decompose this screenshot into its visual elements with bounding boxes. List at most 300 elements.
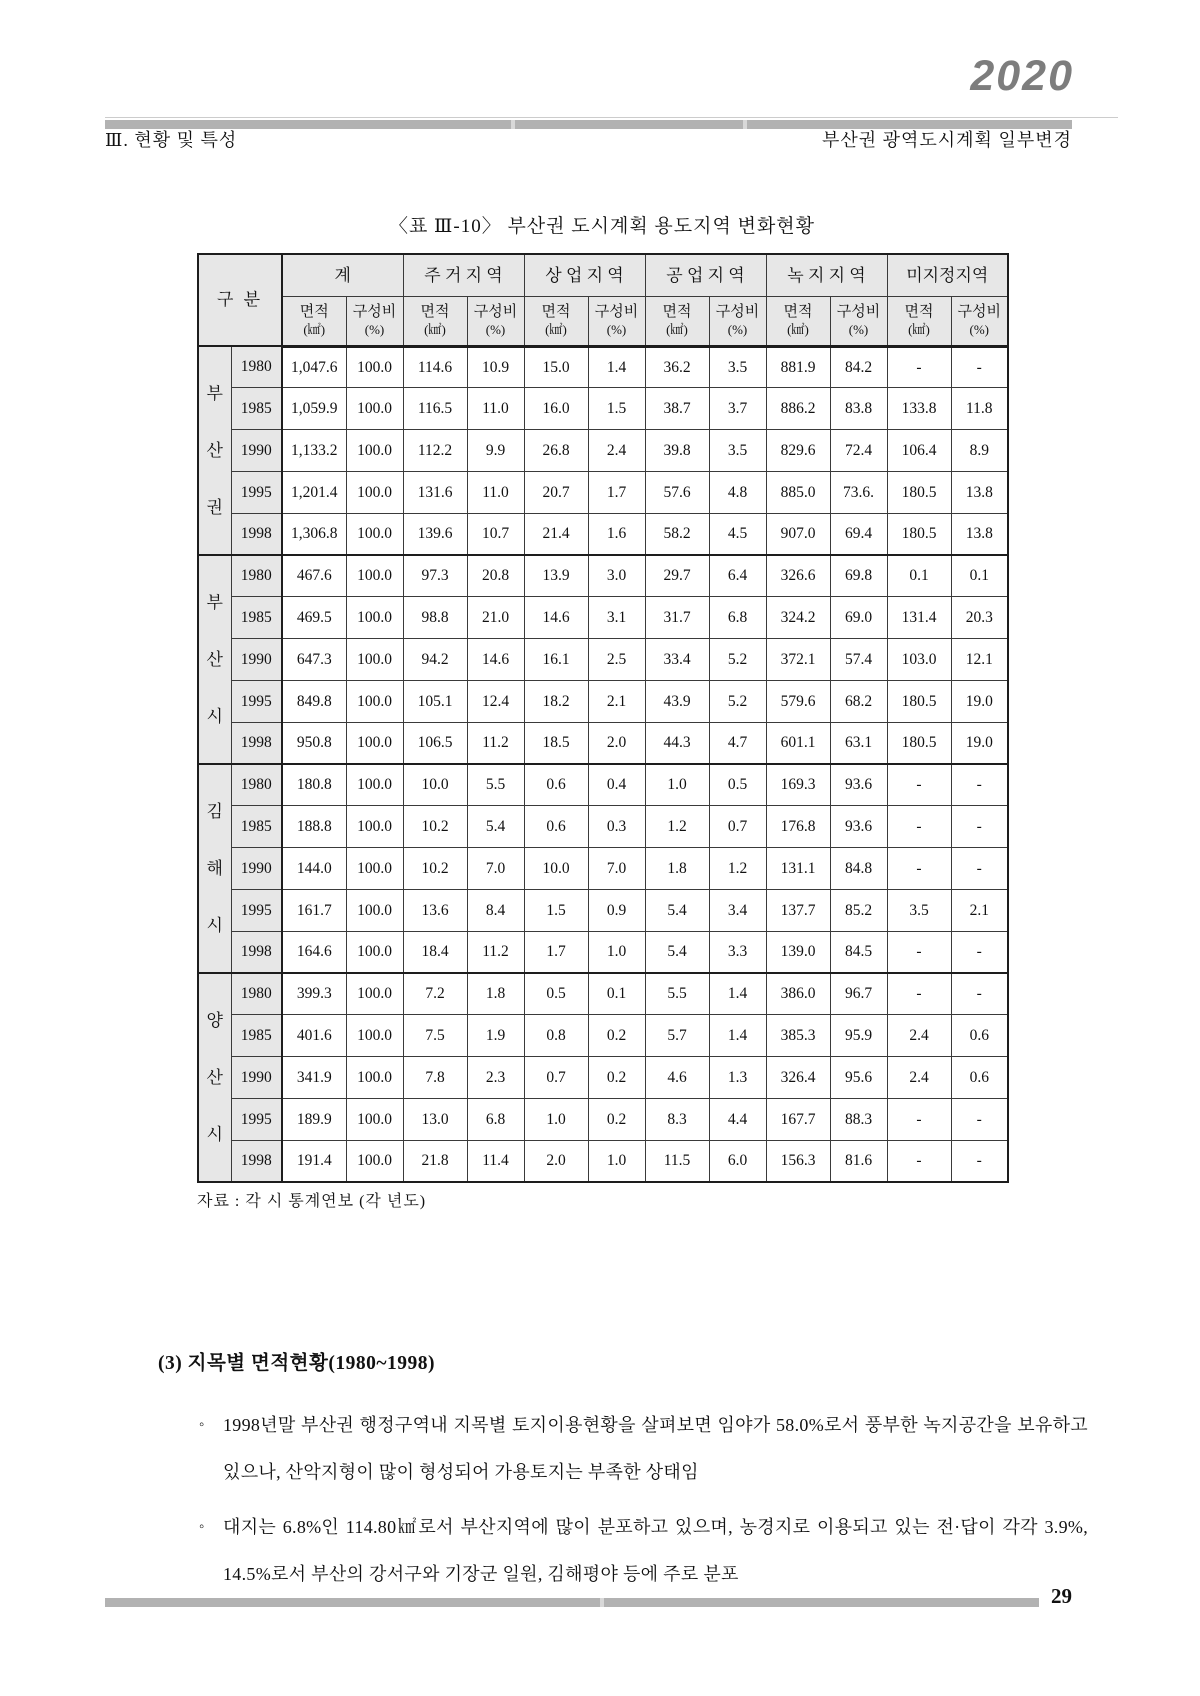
header-hairline bbox=[105, 117, 1118, 118]
value-cell: 18.2 bbox=[524, 680, 588, 722]
value-cell: 95.9 bbox=[830, 1015, 887, 1057]
value-cell: 0.5 bbox=[709, 764, 766, 806]
value-cell: 1.7 bbox=[588, 471, 645, 513]
value-cell: 131.6 bbox=[403, 471, 467, 513]
value-cell: 950.8 bbox=[282, 722, 346, 764]
value-cell: 164.6 bbox=[282, 931, 346, 973]
year-cell: 1995 bbox=[231, 889, 282, 931]
value-cell: 1.7 bbox=[524, 931, 588, 973]
region-label bbox=[198, 973, 231, 1182]
value-cell: 1.2 bbox=[645, 806, 709, 848]
value-cell: 100.0 bbox=[346, 1057, 403, 1099]
value-cell: 5.4 bbox=[645, 889, 709, 931]
value-cell: 1,133.2 bbox=[282, 430, 346, 472]
value-cell: 20.3 bbox=[951, 597, 1008, 639]
table-subheader-row bbox=[198, 296, 1008, 346]
value-cell: 9.9 bbox=[467, 430, 524, 472]
value-cell: 18.4 bbox=[403, 931, 467, 973]
section-heading: (3) 지목별 면적현황(1980~1998) bbox=[158, 1353, 435, 1374]
value-cell: 4.8 bbox=[709, 471, 766, 513]
group-header-cell: 녹 지 지 역 bbox=[766, 254, 887, 296]
value-cell: 21.0 bbox=[467, 597, 524, 639]
value-cell: 0.7 bbox=[524, 1057, 588, 1099]
value-cell: 0.2 bbox=[588, 1057, 645, 1099]
document-title: 부산권 광역도시계획 일부변경 bbox=[821, 130, 1072, 150]
value-cell: 6.8 bbox=[709, 597, 766, 639]
value-cell: - bbox=[887, 848, 951, 890]
value-cell: 180.5 bbox=[887, 722, 951, 764]
value-cell: 100.0 bbox=[346, 388, 403, 430]
group-header-cell: 미지정지역 bbox=[887, 254, 1008, 296]
value-cell: 100.0 bbox=[346, 848, 403, 890]
group-header-cell: 주 거 지 역 bbox=[403, 254, 524, 296]
chapter-heading: Ⅲ. 현황 및 특성 bbox=[105, 130, 238, 150]
region-label bbox=[198, 764, 231, 973]
value-cell: 4.4 bbox=[709, 1098, 766, 1140]
value-cell: - bbox=[951, 806, 1008, 848]
value-cell: 8.9 bbox=[951, 430, 1008, 472]
table-row bbox=[198, 1015, 1008, 1057]
value-cell: 1.4 bbox=[709, 1015, 766, 1057]
value-cell: 1,047.6 bbox=[282, 346, 346, 388]
year-cell: 1995 bbox=[231, 680, 282, 722]
value-cell: 1.0 bbox=[588, 1140, 645, 1182]
page-number: 29 bbox=[1051, 1584, 1072, 1608]
value-cell: 5.2 bbox=[709, 639, 766, 681]
value-cell: 68.2 bbox=[830, 680, 887, 722]
table-source-note: 자료 : 각 시 통계연보 (각 년도) bbox=[197, 1193, 427, 1210]
value-cell: 1.5 bbox=[524, 889, 588, 931]
region-label-char: 산 bbox=[206, 1067, 223, 1087]
value-cell: 84.8 bbox=[830, 848, 887, 890]
year-cell: 1998 bbox=[231, 722, 282, 764]
value-cell: 1.4 bbox=[588, 346, 645, 388]
value-cell: 579.6 bbox=[766, 680, 830, 722]
value-cell: 386.0 bbox=[766, 973, 830, 1015]
value-cell: 106.4 bbox=[887, 430, 951, 472]
region-label-char: 시 bbox=[206, 706, 223, 726]
value-cell: 156.3 bbox=[766, 1140, 830, 1182]
value-cell: 103.0 bbox=[887, 639, 951, 681]
value-cell: 10.0 bbox=[403, 764, 467, 806]
value-cell: 5.5 bbox=[467, 764, 524, 806]
value-cell: 399.3 bbox=[282, 973, 346, 1015]
table-body bbox=[198, 346, 1008, 1182]
value-cell: 1.0 bbox=[588, 931, 645, 973]
value-cell: - bbox=[951, 931, 1008, 973]
value-cell: 137.7 bbox=[766, 889, 830, 931]
year-cell: 1990 bbox=[231, 1057, 282, 1099]
table-row bbox=[198, 848, 1008, 890]
value-cell: 2.0 bbox=[524, 1140, 588, 1182]
value-cell: 16.0 bbox=[524, 388, 588, 430]
region-label-char: 해 bbox=[206, 858, 223, 878]
value-cell: 69.0 bbox=[830, 597, 887, 639]
value-cell: 385.3 bbox=[766, 1015, 830, 1057]
value-cell: 100.0 bbox=[346, 931, 403, 973]
value-cell: 10.2 bbox=[403, 806, 467, 848]
value-cell: 139.6 bbox=[403, 513, 467, 555]
value-cell: 2.1 bbox=[951, 889, 1008, 931]
value-cell: 63.1 bbox=[830, 722, 887, 764]
value-cell: 0.2 bbox=[588, 1098, 645, 1140]
table-row bbox=[198, 764, 1008, 806]
value-cell: 0.5 bbox=[524, 973, 588, 1015]
corner-cell: 구 분 bbox=[198, 254, 282, 346]
value-cell: 881.9 bbox=[766, 346, 830, 388]
value-cell: 100.0 bbox=[346, 806, 403, 848]
value-cell: 13.8 bbox=[951, 471, 1008, 513]
year-cell: 1995 bbox=[231, 471, 282, 513]
value-cell: 11.8 bbox=[951, 388, 1008, 430]
value-cell: 13.0 bbox=[403, 1098, 467, 1140]
value-cell: 100.0 bbox=[346, 722, 403, 764]
bullet-list bbox=[196, 1402, 1088, 1598]
value-cell: 6.0 bbox=[709, 1140, 766, 1182]
value-cell: - bbox=[951, 764, 1008, 806]
region-label-char: 시 bbox=[206, 915, 223, 935]
value-cell: 100.0 bbox=[346, 1015, 403, 1057]
value-cell: 100.0 bbox=[346, 639, 403, 681]
value-cell: 191.4 bbox=[282, 1140, 346, 1182]
subheader-ratio-cell: 구성비 (%) bbox=[951, 296, 1008, 346]
table-row bbox=[198, 680, 1008, 722]
value-cell: 5.7 bbox=[645, 1015, 709, 1057]
circle-bullet-icon: ◦ bbox=[199, 1519, 205, 1535]
year-cell: 1985 bbox=[231, 806, 282, 848]
value-cell: 100.0 bbox=[346, 471, 403, 513]
group-header-cell: 계 bbox=[282, 254, 403, 296]
year-cell: 1980 bbox=[231, 764, 282, 806]
year-cell: 1998 bbox=[231, 513, 282, 555]
value-cell: 100.0 bbox=[346, 1140, 403, 1182]
table-row bbox=[198, 973, 1008, 1015]
value-cell: 4.6 bbox=[645, 1057, 709, 1099]
value-cell: 0.3 bbox=[588, 806, 645, 848]
value-cell: 131.4 bbox=[887, 597, 951, 639]
year-cell: 1985 bbox=[231, 597, 282, 639]
bar-divider bbox=[600, 1598, 604, 1607]
subheader-area-cell: 면적 (㎢) bbox=[645, 296, 709, 346]
year-cell: 1985 bbox=[231, 388, 282, 430]
value-cell: 3.3 bbox=[709, 931, 766, 973]
value-cell: 1.6 bbox=[588, 513, 645, 555]
value-cell: 907.0 bbox=[766, 513, 830, 555]
value-cell: 83.8 bbox=[830, 388, 887, 430]
value-cell: 0.6 bbox=[524, 764, 588, 806]
value-cell: 1.4 bbox=[709, 973, 766, 1015]
value-cell: 96.7 bbox=[830, 973, 887, 1015]
bullet-text: 1998년말 부산권 행정구역내 지목별 토지이용현황을 살펴보면 임야가 58.0%로서 풍부한 녹지공간을 보유하고 있으나, 산악지형이 많이 형성되어 가용토지는 부족한 상태임 bbox=[223, 1415, 1088, 1482]
value-cell: - bbox=[951, 848, 1008, 890]
value-cell: 885.0 bbox=[766, 471, 830, 513]
year-cell: 1990 bbox=[231, 848, 282, 890]
year-cell: 1980 bbox=[231, 973, 282, 1015]
value-cell: 98.8 bbox=[403, 597, 467, 639]
value-cell: 10.2 bbox=[403, 848, 467, 890]
value-cell: 33.4 bbox=[645, 639, 709, 681]
bullet-item bbox=[196, 1504, 1088, 1598]
value-cell: 2.4 bbox=[887, 1015, 951, 1057]
group-header-cell: 공 업 지 역 bbox=[645, 254, 766, 296]
value-cell: 11.2 bbox=[467, 722, 524, 764]
year-cell: 1985 bbox=[231, 1015, 282, 1057]
value-cell: 20.7 bbox=[524, 471, 588, 513]
value-cell: 10.0 bbox=[524, 848, 588, 890]
value-cell: 829.6 bbox=[766, 430, 830, 472]
value-cell: 72.4 bbox=[830, 430, 887, 472]
table-header bbox=[198, 254, 1008, 346]
value-cell: 100.0 bbox=[346, 430, 403, 472]
value-cell: 11.2 bbox=[467, 931, 524, 973]
value-cell: 20.8 bbox=[467, 555, 524, 597]
value-cell: 601.1 bbox=[766, 722, 830, 764]
value-cell: 326.6 bbox=[766, 555, 830, 597]
value-cell: 44.3 bbox=[645, 722, 709, 764]
year-cell: 1980 bbox=[231, 555, 282, 597]
value-cell: 4.5 bbox=[709, 513, 766, 555]
value-cell: - bbox=[887, 973, 951, 1015]
value-cell: 1.9 bbox=[467, 1015, 524, 1057]
subheader-ratio-cell: 구성비 (%) bbox=[588, 296, 645, 346]
table-row bbox=[198, 1057, 1008, 1099]
value-cell: 2.5 bbox=[588, 639, 645, 681]
value-cell: 3.5 bbox=[709, 430, 766, 472]
value-cell: 3.7 bbox=[709, 388, 766, 430]
value-cell: 36.2 bbox=[645, 346, 709, 388]
value-cell: 2.1 bbox=[588, 680, 645, 722]
value-cell: 0.6 bbox=[951, 1057, 1008, 1099]
value-cell: 4.7 bbox=[709, 722, 766, 764]
value-cell: 1.0 bbox=[524, 1098, 588, 1140]
value-cell: 0.6 bbox=[951, 1015, 1008, 1057]
value-cell: 11.4 bbox=[467, 1140, 524, 1182]
value-cell: 97.3 bbox=[403, 555, 467, 597]
value-cell: 849.8 bbox=[282, 680, 346, 722]
value-cell: 95.6 bbox=[830, 1057, 887, 1099]
value-cell: - bbox=[951, 346, 1008, 388]
value-cell: 5.4 bbox=[467, 806, 524, 848]
table-row bbox=[198, 555, 1008, 597]
value-cell: 341.9 bbox=[282, 1057, 346, 1099]
value-cell: 189.9 bbox=[282, 1098, 346, 1140]
value-cell: 3.5 bbox=[709, 346, 766, 388]
region-label-char: 권 bbox=[206, 497, 223, 517]
region-label bbox=[198, 346, 231, 555]
table-row bbox=[198, 1098, 1008, 1140]
value-cell: 21.4 bbox=[524, 513, 588, 555]
subheader-ratio-cell: 구성비 (%) bbox=[346, 296, 403, 346]
value-cell: 7.0 bbox=[588, 848, 645, 890]
value-cell: 100.0 bbox=[346, 764, 403, 806]
value-cell: 19.0 bbox=[951, 722, 1008, 764]
value-cell: 100.0 bbox=[346, 597, 403, 639]
value-cell: 180.8 bbox=[282, 764, 346, 806]
value-cell: 105.1 bbox=[403, 680, 467, 722]
subheader-area-cell: 면적 (㎢) bbox=[282, 296, 346, 346]
value-cell: 0.9 bbox=[588, 889, 645, 931]
value-cell: 3.4 bbox=[709, 889, 766, 931]
value-cell: 7.2 bbox=[403, 973, 467, 1015]
region-label-char: 산 bbox=[206, 649, 223, 669]
value-cell: 0.8 bbox=[524, 1015, 588, 1057]
value-cell: 114.6 bbox=[403, 346, 467, 388]
value-cell: 100.0 bbox=[346, 346, 403, 388]
table-row bbox=[198, 889, 1008, 931]
value-cell: 10.7 bbox=[467, 513, 524, 555]
value-cell: - bbox=[887, 1140, 951, 1182]
value-cell: 188.8 bbox=[282, 806, 346, 848]
value-cell: 1,059.9 bbox=[282, 388, 346, 430]
value-cell: 5.5 bbox=[645, 973, 709, 1015]
region-label-char: 산 bbox=[206, 440, 223, 460]
value-cell: 14.6 bbox=[524, 597, 588, 639]
value-cell: 84.2 bbox=[830, 346, 887, 388]
value-cell: 886.2 bbox=[766, 388, 830, 430]
table-row bbox=[198, 806, 1008, 848]
table-row bbox=[198, 513, 1008, 555]
value-cell: 3.0 bbox=[588, 555, 645, 597]
subheader-area-cell: 면적 (㎢) bbox=[766, 296, 830, 346]
value-cell: 112.2 bbox=[403, 430, 467, 472]
bar-divider bbox=[743, 120, 747, 129]
table-title: 〈표 Ⅲ-10〉 부산권 도시계획 용도지역 변화현황 bbox=[388, 216, 816, 237]
value-cell: 84.5 bbox=[830, 931, 887, 973]
subheader-area-cell: 면적 (㎢) bbox=[403, 296, 467, 346]
bullet-text: 대지는 6.8%인 114.80㎢로서 부산지역에 많이 분포하고 있으며, 농경지로 이용되고 있는 전·답이 각각 3.9%, 14.5%로서 부산의 강서구와 기장군 일원, 김해평야 등에 주로 분포 bbox=[223, 1517, 1088, 1584]
group-header-cell: 상 업 지 역 bbox=[524, 254, 645, 296]
value-cell: 11.0 bbox=[467, 388, 524, 430]
value-cell: 5.4 bbox=[645, 931, 709, 973]
region-label-char: 김 bbox=[206, 801, 223, 821]
value-cell: 100.0 bbox=[346, 889, 403, 931]
table-row bbox=[198, 597, 1008, 639]
value-cell: 180.5 bbox=[887, 513, 951, 555]
value-cell: 0.1 bbox=[588, 973, 645, 1015]
value-cell: 100.0 bbox=[346, 513, 403, 555]
table-row bbox=[198, 388, 1008, 430]
value-cell: 81.6 bbox=[830, 1140, 887, 1182]
region-label bbox=[198, 555, 231, 764]
value-cell: 167.7 bbox=[766, 1098, 830, 1140]
value-cell: 1.0 bbox=[645, 764, 709, 806]
value-cell: 1.8 bbox=[467, 973, 524, 1015]
year-cell: 1998 bbox=[231, 931, 282, 973]
value-cell: 100.0 bbox=[346, 1098, 403, 1140]
value-cell: 43.9 bbox=[645, 680, 709, 722]
value-cell: 15.0 bbox=[524, 346, 588, 388]
zoning-table bbox=[197, 253, 1009, 1183]
value-cell: 13.9 bbox=[524, 555, 588, 597]
year-cell: 1980 bbox=[231, 346, 282, 388]
value-cell: 0.6 bbox=[524, 806, 588, 848]
value-cell: 2.4 bbox=[588, 430, 645, 472]
value-cell: - bbox=[951, 973, 1008, 1015]
value-cell: 169.3 bbox=[766, 764, 830, 806]
value-cell: 1,201.4 bbox=[282, 471, 346, 513]
value-cell: - bbox=[887, 931, 951, 973]
value-cell: 5.2 bbox=[709, 680, 766, 722]
subheader-area-cell: 면적 (㎢) bbox=[524, 296, 588, 346]
circle-bullet-icon: ◦ bbox=[199, 1417, 205, 1433]
value-cell: 467.6 bbox=[282, 555, 346, 597]
region-label-char: 양 bbox=[206, 1010, 223, 1030]
value-cell: 85.2 bbox=[830, 889, 887, 931]
region-label-char: 부 bbox=[206, 383, 223, 403]
value-cell: - bbox=[887, 806, 951, 848]
value-cell: 1.8 bbox=[645, 848, 709, 890]
value-cell: 93.6 bbox=[830, 806, 887, 848]
year-logo: 2020 bbox=[970, 52, 1074, 100]
value-cell: 69.8 bbox=[830, 555, 887, 597]
year-cell: 1998 bbox=[231, 1140, 282, 1182]
bar-divider bbox=[511, 120, 515, 129]
value-cell: 6.4 bbox=[709, 555, 766, 597]
value-cell: 12.1 bbox=[951, 639, 1008, 681]
value-cell: 10.9 bbox=[467, 346, 524, 388]
value-cell: 0.2 bbox=[588, 1015, 645, 1057]
value-cell: 19.0 bbox=[951, 680, 1008, 722]
value-cell: 26.8 bbox=[524, 430, 588, 472]
value-cell: 180.5 bbox=[887, 680, 951, 722]
value-cell: 3.5 bbox=[887, 889, 951, 931]
value-cell: 38.7 bbox=[645, 388, 709, 430]
value-cell: 13.6 bbox=[403, 889, 467, 931]
value-cell: 2.3 bbox=[467, 1057, 524, 1099]
table-row bbox=[198, 931, 1008, 973]
value-cell: 100.0 bbox=[346, 555, 403, 597]
value-cell: - bbox=[887, 1098, 951, 1140]
value-cell: 401.6 bbox=[282, 1015, 346, 1057]
value-cell: 2.0 bbox=[588, 722, 645, 764]
value-cell: 116.5 bbox=[403, 388, 467, 430]
footer-bar bbox=[105, 1598, 1039, 1607]
value-cell: 133.8 bbox=[887, 388, 951, 430]
table-row bbox=[198, 639, 1008, 681]
value-cell: 11.5 bbox=[645, 1140, 709, 1182]
value-cell: 647.3 bbox=[282, 639, 346, 681]
value-cell: 57.4 bbox=[830, 639, 887, 681]
value-cell: 100.0 bbox=[346, 973, 403, 1015]
value-cell: 7.8 bbox=[403, 1057, 467, 1099]
value-cell: 8.3 bbox=[645, 1098, 709, 1140]
year-cell: 1995 bbox=[231, 1098, 282, 1140]
table-row bbox=[198, 722, 1008, 764]
table-row bbox=[198, 430, 1008, 472]
value-cell: 3.1 bbox=[588, 597, 645, 639]
value-cell: 0.1 bbox=[951, 555, 1008, 597]
value-cell: 6.8 bbox=[467, 1098, 524, 1140]
region-label-char: 시 bbox=[206, 1124, 223, 1144]
value-cell: 39.8 bbox=[645, 430, 709, 472]
table-row bbox=[198, 471, 1008, 513]
table-row bbox=[198, 1140, 1008, 1182]
value-cell: 176.8 bbox=[766, 806, 830, 848]
value-cell: 16.1 bbox=[524, 639, 588, 681]
bullet-item bbox=[196, 1402, 1088, 1496]
value-cell: 1.5 bbox=[588, 388, 645, 430]
value-cell: 88.3 bbox=[830, 1098, 887, 1140]
value-cell: 372.1 bbox=[766, 639, 830, 681]
value-cell: 18.5 bbox=[524, 722, 588, 764]
value-cell: 94.2 bbox=[403, 639, 467, 681]
value-cell: 1.3 bbox=[709, 1057, 766, 1099]
value-cell: - bbox=[887, 764, 951, 806]
value-cell: 13.8 bbox=[951, 513, 1008, 555]
value-cell: 161.7 bbox=[282, 889, 346, 931]
value-cell: 29.7 bbox=[645, 555, 709, 597]
value-cell: 7.5 bbox=[403, 1015, 467, 1057]
